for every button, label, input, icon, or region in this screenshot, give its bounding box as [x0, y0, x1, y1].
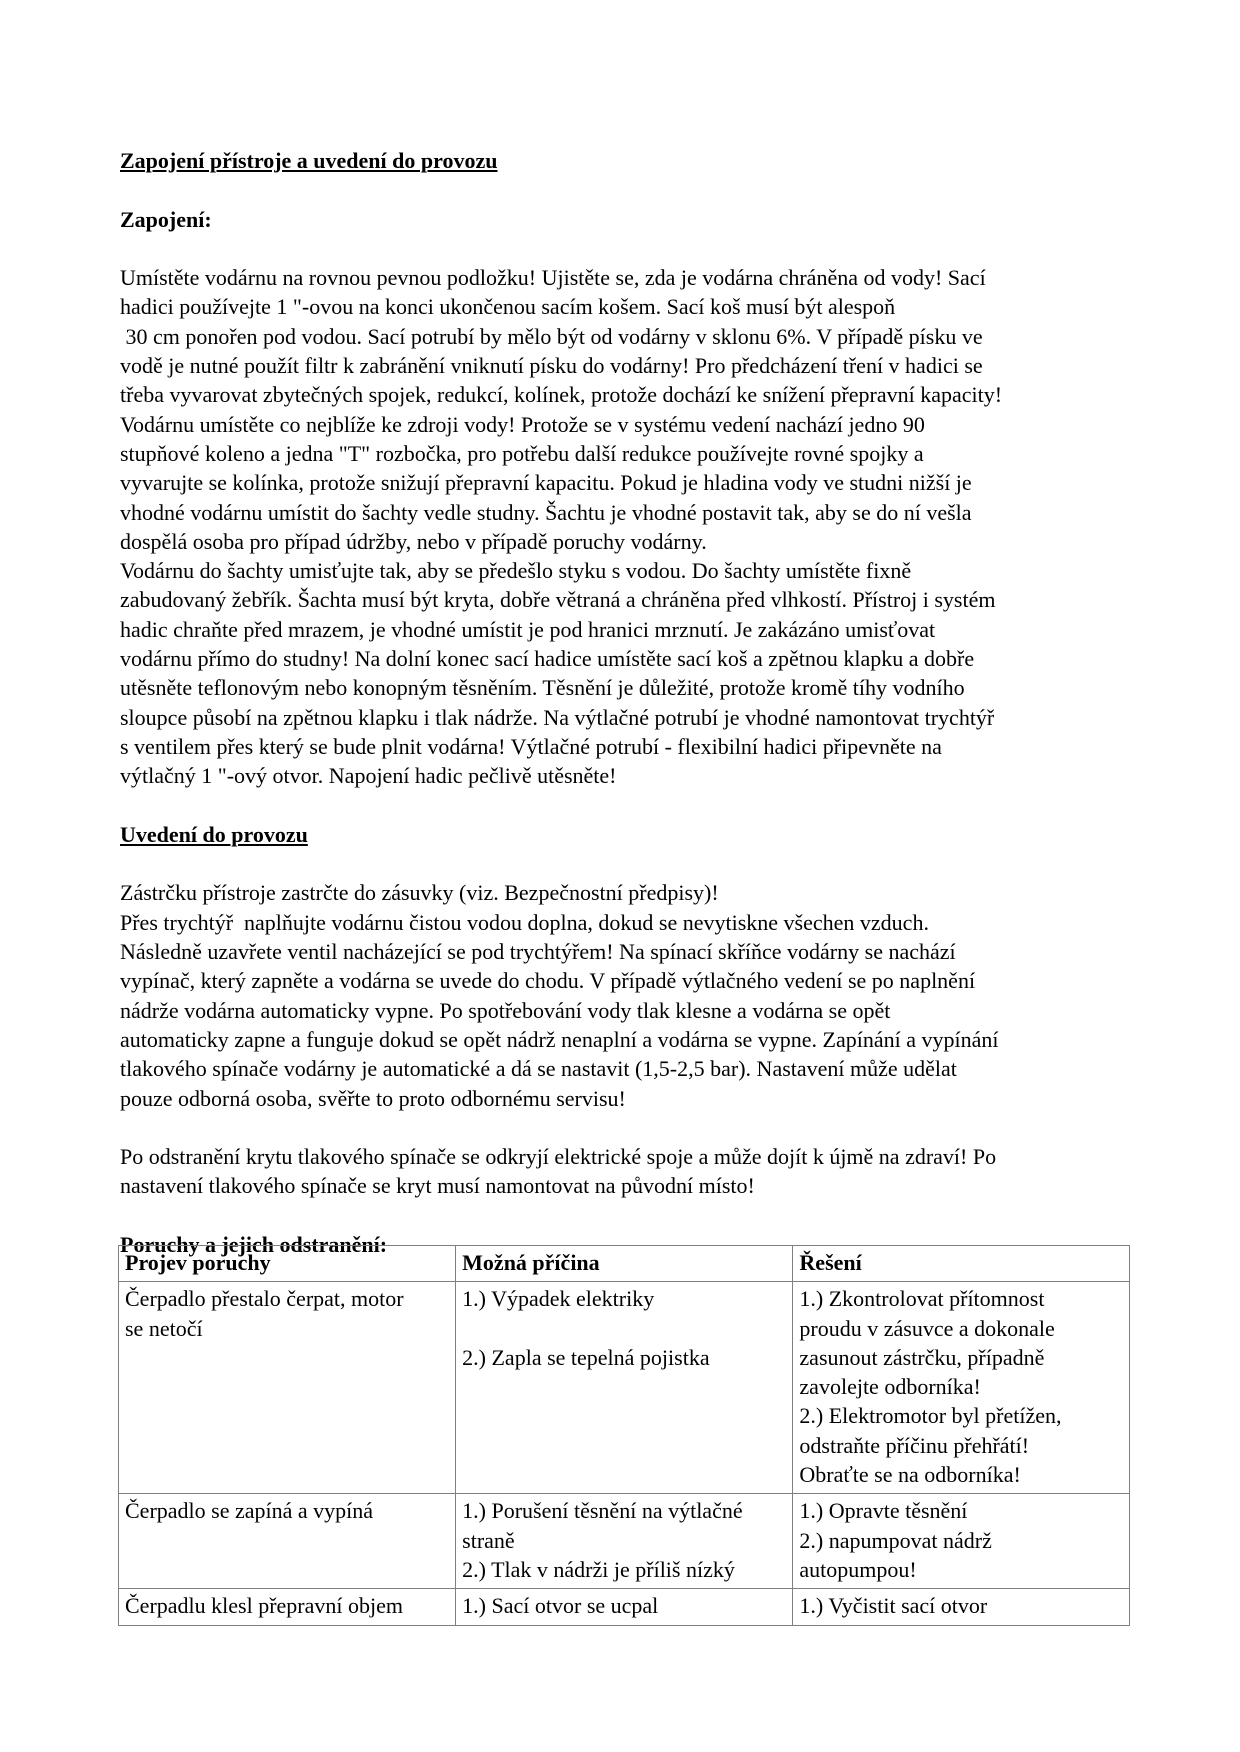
cell-text: zasunout zástrčku, případně: [799, 1344, 1045, 1370]
text-line: vypínač, který zapněte a vodárna se uvede do chodu. V případě výtlačného vedení se po naplnění: [120, 968, 976, 994]
table-cell-solution: [793, 1282, 1130, 1494]
table-cell-symptom: [119, 1282, 456, 1494]
text-line: Přes trychtýř naplňujte vodárnu čistou vodou doplna, dokud se nevytiskne všechen vzduch.: [120, 909, 929, 935]
table-row: [119, 1282, 1130, 1494]
cell-text: 1.) Porušení těsnění na výtlačné: [462, 1498, 743, 1524]
spacer: [120, 1113, 1130, 1142]
text-line: nádrže vodárna automaticky vypne. Po spotřebování vody tlak klesne a vodárna se opět: [120, 997, 891, 1023]
text-line: pouze odborná osoba, svěřte to proto odbornému servisu!: [120, 1085, 626, 1111]
startup-paragraph: [120, 878, 1130, 1112]
text-line: Umístěte vodárnu na rovnou pevnou podložku! Ujistěte se, zda je vodárna chráněna od vody! Sací: [120, 265, 986, 291]
spacer: [120, 849, 1130, 878]
text-line: Po odstranění krytu tlakového spínače se odkryjí elektrické spoje a může dojít k újmě na zdraví! Po: [120, 1144, 997, 1170]
text-line: s ventilem přes který se bude plnit vodárna! Výtlačné potrubí - flexibilní hadici připevněte na: [120, 733, 942, 759]
cell-text: 1.) Sací otvor se ucpal: [462, 1593, 659, 1619]
table-header-row: [119, 1246, 1130, 1282]
text-line: nastavení tlakového spínače se kryt musí namontovat na původní místo!: [120, 1173, 755, 1199]
cell-text: 1.) Výpadek elektriky: [462, 1286, 655, 1312]
table-cell-solution: [793, 1589, 1130, 1625]
text-line: vodárnu přímo do studny! Na dolní konec sací hadice umístěte sací koš a zpětnou klapku a dobře: [120, 646, 975, 672]
cell-text: proudu v zásuvce a dokonale: [799, 1315, 1055, 1341]
spacer: [120, 791, 1130, 820]
text-line: vyvarujte se kolínka, protože snižují přepravní kapacitu. Pokud je hladina vody ve studni nižší je: [120, 470, 972, 496]
text-line: utěsněte teflonovým nebo konopným těsněním. Těsnění je důležité, protože kromě tíhy vodního: [120, 675, 965, 701]
faults-table-body: [119, 1282, 1130, 1625]
text-line: třeba vyvarovat zbytečných spojek, redukcí, kolínek, protože dochází ke snížení přepravní kapacity!: [120, 382, 1003, 408]
cell-text: se netočí: [125, 1315, 203, 1341]
table-row: [119, 1589, 1130, 1625]
warning-paragraph: [120, 1142, 1130, 1201]
table-cell-solution: [793, 1494, 1130, 1589]
cell-text: 2.) Tlak v nádrži je příliš nízký: [462, 1556, 735, 1582]
text-line: hadic chraňte před mrazem, je vhodné umístit je pod hranici mrznutí. Je zakázáno umisťovat: [120, 616, 936, 642]
text-line: tlakového spínače vodárny je automatické a dá se nastavit (1,5-2,5 bar). Nastavení může udělat: [120, 1056, 957, 1082]
cell-spacer: [462, 1314, 786, 1343]
text-line: výtlačný 1 "-ový otvor. Napojení hadic pečlivě utěsněte!: [120, 763, 617, 789]
text-line: Zástrčku přístroje zastrčte do zásuvky (viz. Bezpečnostní předpisy)!: [120, 880, 719, 906]
text-line: 30 cm ponořen pod vodou. Sací potrubí by mělo být od vodárny v sklonu 6%. V případě písku ve: [120, 323, 983, 349]
text-line: sloupce působí na zpětnou klapku i tlak nádrže. Na výtlačné potrubí je vhodné namontovat trychtýř: [120, 704, 995, 730]
text-line: hadici používejte 1 "-ovou na konci ukončenou sacím košem. Sací koš musí být alespoň: [120, 294, 896, 320]
text-line: stupňové koleno a jedna "T" rozbočka, pro potřebu další redukce používejte rovné spojky a: [120, 440, 924, 466]
spacer: [120, 234, 1130, 263]
faults-heading: Poruchy a jejich odstranění:: [120, 1231, 388, 1257]
table-row: [119, 1494, 1130, 1589]
cell-text: zavolejte odborníka!: [799, 1374, 981, 1400]
text-line: automaticky zapne a funguje dokud se opět nádrž nenaplní a vodárna se vypne. Zapínání a vypínání: [120, 1026, 999, 1052]
text-line: zabudovaný žebřík. Šachta musí být kryta, dobře větraná a chráněna před vlhkostí. Přístroj i systém: [120, 587, 996, 613]
spacer: [120, 1201, 1130, 1230]
cell-text: Obraťte se na odborníka!: [799, 1462, 1021, 1488]
cell-text: autopumpou!: [799, 1556, 917, 1582]
faults-table: [118, 1245, 1130, 1626]
cell-text: 1.) Zkontrolovat přítomnost: [799, 1286, 1045, 1312]
spacer: [120, 175, 1130, 204]
table-cell-symptom: [119, 1589, 456, 1625]
table-cell-symptom: [119, 1494, 456, 1589]
cell-text: Čerpadlo se zapíná a vypíná: [125, 1498, 374, 1524]
column-header-symptom: Projev poruchy: [119, 1246, 456, 1282]
text-line: Následně uzavřete ventil nacházející se pod trychtýřem! Na spínací skříňce vodárny se nachází: [120, 939, 956, 965]
startup-heading: Uvedení do provozu: [120, 821, 308, 847]
column-header-cause: Možná příčina: [456, 1246, 793, 1282]
cell-text: 1.) Opravte těsnění: [799, 1498, 968, 1524]
cell-text: straně: [462, 1527, 515, 1553]
connection-paragraph: [120, 263, 1130, 790]
cell-text: 2.) Zapla se tepelná pojistka: [462, 1344, 710, 1370]
cell-text: 2.) Elektromotor byl přetížen,: [799, 1403, 1062, 1429]
text-line: vhodné vodárnu umístit do šachty vedle studny. Šachtu je vhodné postavit tak, aby se do ní vešla: [120, 499, 972, 525]
table-cell-cause: [456, 1589, 793, 1625]
document-body: [120, 146, 1130, 1259]
text-line: Vodárnu umístěte co nejblíže ke zdroji vody! Protože se v systému vedení nachází jedno 90: [120, 411, 925, 437]
cell-text: Čerpadlu klesl přepravní objem: [125, 1593, 403, 1619]
text-line: vodě je nutné použít filtr k zabránění vniknutí písku do vodárny! Pro předcházení tření v hadici se: [120, 353, 983, 379]
table-cell-cause: [456, 1494, 793, 1589]
text-line: Vodárnu do šachty umisťujte tak, aby se předešlo styku s vodou. Do šachty umístěte fixně: [120, 558, 912, 584]
text-line: dospělá osoba pro případ údržby, nebo v případě poruchy vodárny.: [120, 528, 707, 554]
cell-text: Čerpadlo přestalo čerpat, motor: [125, 1286, 404, 1312]
document-title: Zapojení přístroje a uvedení do provozu: [120, 148, 498, 173]
table-cell-cause: [456, 1282, 793, 1494]
cell-text: odstraňte příčinu přehřátí!: [799, 1432, 1030, 1458]
column-header-solution: Řešení: [793, 1246, 1130, 1282]
cell-text: 2.) napumpovat nádrž: [799, 1527, 992, 1553]
cell-text: 1.) Vyčistit sací otvor: [799, 1593, 988, 1619]
connection-heading: Zapojení:: [120, 206, 212, 232]
